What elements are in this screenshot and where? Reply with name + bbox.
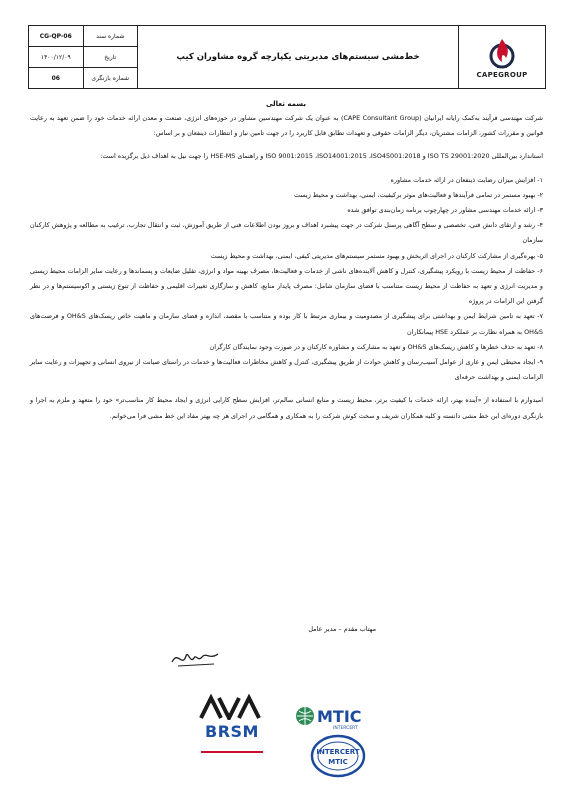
brsm-logo-text: BRSM <box>205 722 259 741</box>
mtic-globe-icon <box>293 702 383 782</box>
policy-item: ۵- بهره‌گیری از مشارکت کارکنان در اجرای اثربخش و بهبود مستمر سیستم‌های مدیریتی کیفی، ایمنی، بهداشت و محیط زیست <box>210 251 543 260</box>
policy-item: ۴- رشد و ارتقای دانش فنی، تخصصی و سطح آگاهی پرسنل شرکت در جهت پیشبرد اهداف و بروز بودن اطلاعات فنی از طریق آموزش، ثبت و انتقال تجارب، ترغیب به مطالعه و پژوهش کارکنان سازمان <box>30 221 543 245</box>
signature-block <box>308 625 376 638</box>
svg-text:MTIC: MTIC <box>317 707 362 726</box>
handwritten-signature <box>168 642 228 672</box>
revision-value: 06 <box>51 74 60 82</box>
policy-item: ۶- حفاظت از محیط زیست با رویکرد پیشگیری، کنترل و کاهش آلاینده‌های ناشی از خدمات و فعالیت‌ها، مصرف بهینه مواد و انرژی، تقلیل ضایعات و پسماندها و رعایت سایر الزامات محیط زیستی و مدیریت انرژی و تعهد به حفاظت از محیط زیست متناسب با فضای سازمان شامل: مصرف پایدار منابع، کاهش و سازگاری تغییرات اقلیمی و حفاظت از تنوع زیستی و اکوسیستم‌ها و در نظر گرفتن این الزامات در پروژه <box>30 266 543 306</box>
brsm-mark-icon <box>197 694 267 720</box>
policy-body <box>30 111 543 424</box>
policy-item: ۸- تعهد به حذف خطرها و کاهش ریسک‌های OH&S و تعهد به مشارکت و مشاوره کارکنان و در صورت وجود نمایندگان کارگران <box>209 342 543 351</box>
cape-flame-icon <box>485 36 519 70</box>
policy-item: ۲- بهبود مستمر در تمامی فرآیندها و فعالیت‌های موثر برکیفیت، ایمنی، بهداشت و محیط زیست <box>293 190 543 199</box>
policy-item: ۹- ایجاد محیطی ایمن و عاری از عوامل آسیب‌رسان و کاهش حوادث از طریق پیشگیری، کنترل و کاهش مخاطرات فعالیت‌ها و خدمات در راستای صیانت از نیروی انسانی و تجهیزات و رعایت سایر الزامات ایمنی و بهداشت حرفه‌ای <box>30 358 543 382</box>
cape-logo <box>459 26 545 88</box>
brsm-underline <box>197 750 267 756</box>
policy-item: ۷- تعهد به تامین شرایط ایمن و بهداشتی برای پیشگیری از مصدومیت و بیماری مرتبط با کار بوده و متناسب با مقصد، اندازه و فضای سازمان و ماهیت خاص ریسک‌های OH&S و فرصت‌های OH&S به همراه نظارت بر عملکرد HSE پیمانکاران <box>30 312 543 336</box>
signatory-name: مهتاب مقدم – مدیر عامل <box>308 625 376 633</box>
policy-item: ۳- ارائه خدمات مهندسی مشاور در چهارچوب برنامه زمان‌بندی توافق شده <box>347 206 543 215</box>
standards-paragraph: استاندارد بین‌المللی ISO TS 29001:2020 و ISO 9001:2015 ،ISO14001:2015 ،ISO45001:2018 و راهنمای HSE-MS را جهت نیل به اهداف ذیل برگزیده است: <box>100 152 543 161</box>
cape-logo-text: CAPEGROUP <box>476 70 528 79</box>
doc-number-label: شماره سند <box>83 26 138 46</box>
policy-item: ۱- افزایش میزان رضایت ذینفعان در ارائه خدمات مشاوره <box>390 175 543 184</box>
document-header <box>28 25 546 89</box>
brsm-logo <box>197 694 267 760</box>
svg-text:INTERCERT: INTERCERT <box>333 726 358 731</box>
closing-paragraph: امیدوارم با استفاده از «آینده بهتر، ارائه خدمات با کیفیت برتر، محیط زیست و منابع انسانی سالم‌تر، افزایش سطح کارایی انرژی و ایجاد محیط کار مناسب‌تر» خود را متعهد و ملزم به اجرا و بازنگری دوره‌ای این خط مشی دانسته و کلیه همکاران شریف و سخت کوش شرکت را به همکاری و همگامی در اجرای هر چه بهتر مفاد این خط مشی فرا می‌خوانم. <box>30 396 543 420</box>
certification-logos <box>0 688 572 788</box>
date-label: تاریخ <box>83 47 138 67</box>
revision-label: شماره بازنگری <box>83 68 138 88</box>
document-title: خط‌مشی سیستم‌های مدیریتی یکپارچه گروه مشاوران کیپ <box>138 26 459 88</box>
bismillah: بسمه تعالی <box>265 100 307 108</box>
svg-text:MTIC: MTIC <box>328 758 348 766</box>
date-value: ۱۴۰۰/۱۲/۰۹ <box>40 53 71 61</box>
intro-paragraph: شرکت مهندسی فرآیند به‌کمک رایانه ایرانیان (CAPE Consultant Group) به عنوان یک شرکت مهندسین مشاور در حوزه‌های انرژی، صنعت و معدن ارائه خدمات خود را ضمن تعهد به رعایت قوانین و مقررات کشور، الزامات مشتریان، دیگر الزامات حقوقی و تعهدات تطابق قابل کاربرد را در جهت تامین نیاز و انتظارات ذینفعان و بر اساس: <box>30 114 543 138</box>
doc-number-value: CG-QP-06 <box>39 32 72 40</box>
svg-text:INTERCERT: INTERCERT <box>316 748 360 756</box>
document-meta <box>29 26 138 88</box>
mtic-logo <box>293 702 383 786</box>
